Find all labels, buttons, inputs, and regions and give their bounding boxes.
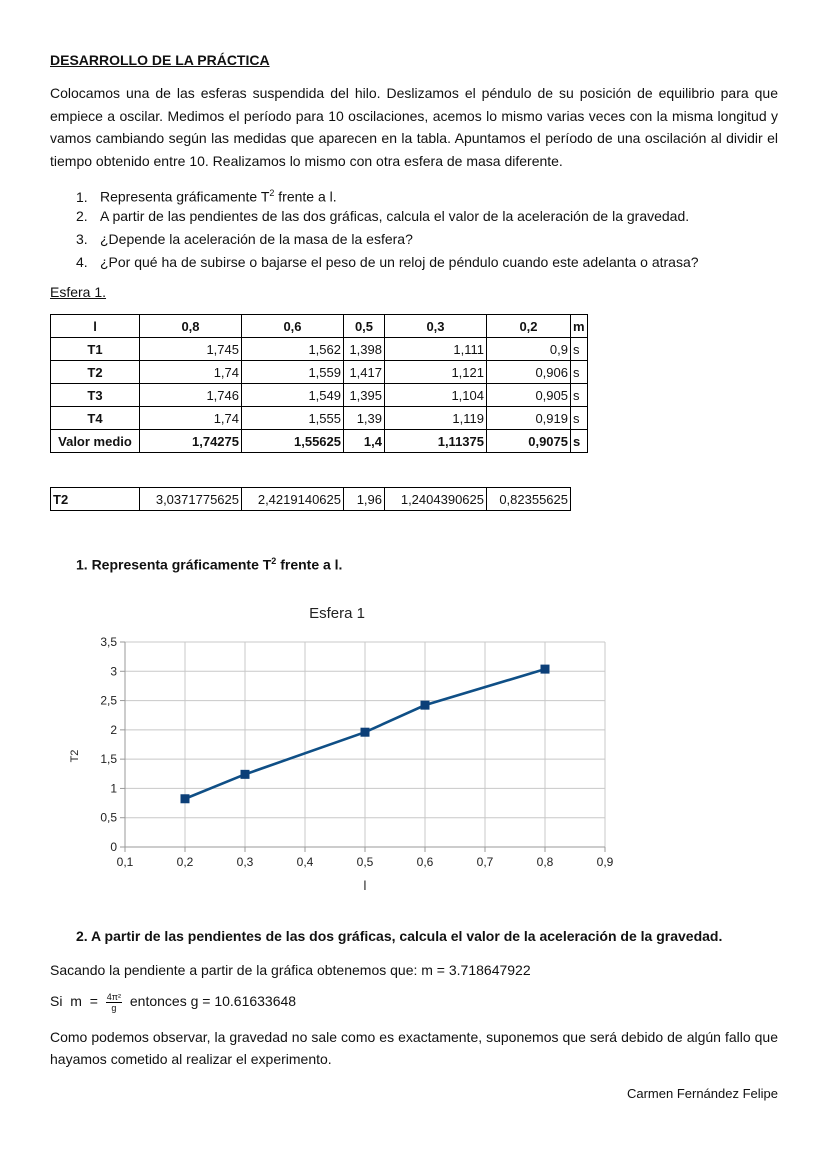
x-tick-label: 0,4 — [296, 855, 314, 869]
table-header-cell: 0,5 — [344, 315, 385, 338]
y-tick-label: 3 — [110, 664, 117, 679]
table-header-cell: 0,6 — [242, 315, 344, 338]
x-tick-label: 0,8 — [536, 855, 554, 869]
table-row: T2 3,0371775625 2,4219140625 1,96 1,2404390625 0,82355625 — [51, 488, 571, 511]
data-table — [50, 314, 588, 453]
y-tick-label: 2 — [110, 722, 117, 737]
x-tick-label: 0,6 — [416, 855, 434, 869]
x-tick-label: 0,3 — [236, 855, 254, 869]
question-list — [76, 182, 699, 274]
t2-table — [50, 487, 571, 511]
table-row-average: Valor medio 1,74275 1,55625 1,4 1,11375 0,9075 s — [51, 430, 588, 453]
x-tick-label: 0,1 — [116, 855, 134, 869]
table-header-row — [51, 315, 588, 338]
table-header-cell: 0,8 — [140, 315, 242, 338]
y-tick-label: 0 — [110, 840, 117, 854]
table-header-cell: 0,3 — [385, 315, 487, 338]
y-axis-label: T2 — [69, 749, 81, 763]
table-header-cell: 0,2 — [487, 315, 571, 338]
data-point-marker — [421, 701, 430, 710]
table-row: T1 1,745 1,562 1,398 1,111 0,9 s — [51, 338, 588, 361]
data-point-marker — [361, 728, 370, 737]
y-tick-label: 3,5 — [100, 635, 117, 649]
heading: DESARROLLO DE LA PRÁCTICA — [50, 52, 270, 68]
data-point-marker — [241, 770, 250, 779]
table-row: T2 1,74 1,559 1,417 1,121 0,906 s — [51, 361, 588, 384]
formula-line: Si m = $\frac{\text{4π²}}{g}$ entonces g = 10.61633648 — [50, 992, 297, 1013]
conclusion-paragraph: Como podemos observar, la gravedad no sale como es exactamente, suponemos que será debido de algún fallo que hayamos cometido al realizar el experimento. — [50, 1029, 778, 1067]
y-tick-label: 1 — [110, 781, 117, 796]
section-2-title: 2. A partir de las pendientes de las dos gráficas, calcula el valor de la aceleración de la gravedad. — [76, 928, 723, 944]
data-point-marker — [541, 665, 550, 674]
table-row: T3 1,746 1,549 1,395 1,104 0,905 s — [51, 384, 588, 407]
question-item: 4. ¿Por qué ha de subirse o bajarse el peso de un reloj de péndulo cuando este adelanta o atrasa? — [76, 254, 699, 270]
x-tick-label: 0,5 — [356, 855, 374, 869]
y-tick-label: 1,5 — [100, 752, 117, 767]
question-item: 3. ¿Depende la aceleración de la masa de la esfera? — [76, 231, 413, 247]
author: Carmen Fernández Felipe — [626, 1086, 778, 1101]
y-tick-label: 2,5 — [100, 693, 117, 708]
formula-fraction: $\frac{\text{4π²}}{g}$ — [106, 992, 121, 1013]
x-axis-label: l — [363, 878, 367, 893]
table-row: T4 1,74 1,555 1,39 1,119 0,919 s — [51, 407, 588, 430]
esfera-label: Esfera 1. — [50, 284, 107, 300]
chart — [60, 596, 640, 906]
slope-line: Sacando la pendiente a partir de la gráfica obtenemos que: m = 3.718647922 — [50, 962, 531, 978]
chart-title: Esfera 1 — [309, 605, 365, 622]
x-tick-label: 0,9 — [596, 855, 614, 869]
data-point-marker — [181, 794, 190, 803]
x-tick-label: 0,2 — [176, 855, 194, 869]
x-tick-label: 0,7 — [476, 855, 494, 869]
question-item: 2. A partir de las pendientes de las dos gráficas, calcula el valor de la aceleración de la gravedad. — [76, 208, 690, 224]
question-item: 1. Representa gráficamente $T^2$ frente a l. — [76, 188, 337, 205]
table-header-cell: m — [571, 315, 588, 338]
y-tick-label: 0,5 — [100, 810, 117, 825]
intro-paragraph: Colocamos una de las esferas suspendida del hilo. Deslizamos el péndulo de su posición de equilibrio para que empiece a oscilar. Medimos el período para 10 oscilaciones, acemos lo mismo varias veces con la misma longitud y vamos cambiando según las medidas que aparecen en la tabla. Apuntamos el período de una oscilación al dividir el tiempo obtenido entre 10. Realizamos lo mismo con otra esfera de masa diferente. — [50, 85, 778, 169]
section-1-title: 1. Representa gráficamente $T^2$ frente a l. — [76, 556, 343, 573]
table-header-cell: l — [51, 315, 140, 338]
